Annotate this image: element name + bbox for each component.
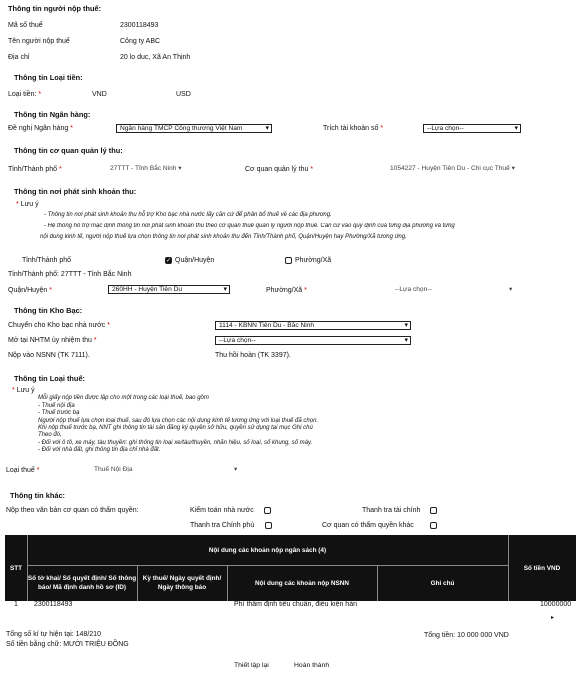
taxtype-note-l7: - Đối với ô tô, xe máy, tàu thuyền: ghi thông tin loại xe/tàu/thuyền, nhãn hiệu, số loại, số khung, số máy.: [38, 440, 313, 446]
origin-note-title: * Lưu ý: [16, 201, 39, 208]
gov-inspect-label: Thanh tra Chính phủ: [190, 522, 255, 529]
authority-province-select[interactable]: 27TTT - Tỉnh Bắc Ninh ▾: [110, 165, 182, 172]
origin-note-line1: - Thông tin nơi phát sinh khoản thu hỗ trợ Kho bạc nhà nước lấy căn cứ để phân bổ thuế về các địa phương.: [44, 212, 332, 218]
origin-note-line2: - Hệ thống hỗ trợ mặc định thông tin nơi phát sinh khoản thu theo cơ quan thuế quản lý người nộp thuế. Căn cứ vào quy định của từng địa phương và từng: [44, 223, 455, 229]
district-option-label: Quận/Huyện: [175, 257, 215, 264]
treasury-open-select[interactable]: --Lựa chọn-- ▾: [215, 336, 411, 345]
taxtype-select[interactable]: Thuế Nội Địa ▾: [94, 466, 238, 473]
taxtype-note-l8: - Đối với nhà đất, ghi thông tin địa chỉ nhà đất.: [38, 447, 161, 453]
col-stt-header: STT: [9, 564, 23, 572]
total-amount: Tổng tiền: 10 000 000 VND: [424, 632, 509, 639]
header-divider: [27, 565, 508, 566]
taxpayer-name-label: Tên người nộp thuế: [8, 38, 70, 45]
origin-district-select[interactable]: 260HH - Huyện Tiên Du ▾: [108, 285, 230, 294]
header-divider: [377, 565, 378, 601]
ward-option-label: Phường/Xã: [295, 257, 332, 264]
other-authority-label: Cơ quan có thẩm quyền khác: [322, 522, 414, 529]
group-header: Nội dung các khoản nộp ngân sách (4): [208, 546, 327, 554]
currency-option-usd[interactable]: USD: [176, 91, 191, 98]
taxtype-note-l6: Theo đó,: [38, 432, 62, 438]
authority-section-title: Thông tin cơ quan quản lý thu:: [14, 146, 123, 155]
debit-account-label: Trích tài khoản số *: [323, 125, 384, 132]
treasury-transfer-select[interactable]: 1114 - KBNN Tiên Du - Bắc Ninh ▾: [215, 321, 411, 330]
amount-in-words: Số tiền bằng chữ: MƯỜI TRIỆU ĐỒNG: [6, 641, 129, 648]
refund-text: Thu hồi hoàn (TK 3397).: [215, 352, 291, 359]
gov-inspect-checkbox[interactable]: [265, 522, 272, 529]
bank-request-label: Đề nghị Ngân hàng *: [8, 125, 74, 132]
tax-code-label: Mã số thuế: [8, 22, 43, 29]
col-period-header: Kỳ thuế/ Ngày quyết định/ Ngày thông báo: [142, 575, 222, 591]
taxtype-note-l3: - Thuế trước bạ: [38, 410, 80, 416]
tax-code-value: 2300118493: [120, 22, 159, 29]
bank-request-select[interactable]: Ngân hàng TMCP Công thương Việt Nam ▾: [116, 124, 272, 133]
origin-ward-label: Phường/Xã *: [266, 287, 307, 294]
bank-section-title: Thông tin Ngân hàng:: [14, 110, 91, 119]
nsnn-text: Nộp vào NSNN (TK 7111).: [8, 352, 90, 359]
origin-ward-select[interactable]: --Lựa chọn-- ▾: [395, 286, 513, 293]
origin-note-line3: nội dung kinh tế, người nộp thuế lựa chọn thông tin nơi phát sinh khoản thu đến Tỉnh/Thành phố, Quận/Huyện hay Phường/Xã tương ứng.: [40, 234, 407, 240]
address-label: Địa chỉ: [8, 54, 30, 61]
row-decl[interactable]: 2300118493: [34, 601, 73, 608]
other-section-title: Thông tin khác:: [10, 491, 66, 500]
taxpayer-section-title: Thông tin người nộp thuế:: [8, 4, 102, 13]
taxpayer-name-value: Công ty ABC: [120, 38, 161, 45]
address-value: 20 lo duc, Xã An Thịnh: [120, 54, 191, 61]
row-content[interactable]: Phí thẩm định tiêu chuẩn, điều kiện hàn: [234, 601, 357, 608]
reset-button[interactable]: Thiết lập lại: [234, 662, 269, 669]
taxtype-note-l2: - Thuế nội địa: [38, 403, 75, 409]
taxtype-label: Loại thuế *: [6, 467, 40, 474]
origin-section-title: Thông tin nơi phát sinh khoản thu:: [14, 187, 137, 196]
authority-province-label: Tỉnh/Thành phố *: [8, 166, 62, 173]
origin-province-text: Tỉnh/Thành phố: 27TTT - Tỉnh Bắc Ninh: [8, 271, 132, 278]
col-content-header: Nội dung các khoản nộp NSNN: [254, 579, 350, 587]
header-divider: [27, 535, 28, 601]
agency-select[interactable]: 1054227 - Huyện Tiên Du - Chi cục Thuế ▾: [390, 165, 515, 172]
audit-label: Kiểm toán nhà nước: [190, 507, 254, 514]
treasury-section-title: Thông tin Kho Bạc:: [14, 306, 83, 315]
scroll-arrow-icon[interactable]: ▸: [551, 615, 555, 621]
taxtype-note-l4: Người nộp thuế lựa chọn loại thuế, sau đó lựa chọn các nội dung kinh tế tương ứng với loại thuế đã chọn.: [38, 418, 319, 424]
finish-button[interactable]: Hoàn thành: [294, 662, 330, 669]
taxtype-note-l5: Khi nộp thuế trước bạ, NNT ghi thông tin tài sản đăng ký quyền sở hữu, quyền sử dụng tại mục Ghi chú: [38, 425, 313, 431]
col-note-header: Ghi chú: [430, 579, 455, 587]
header-divider: [508, 535, 509, 601]
treasury-open-label: Mở tại NHTM ủy nhiệm thu *: [8, 337, 97, 344]
row-amount[interactable]: 10000000: [540, 601, 572, 608]
treasury-transfer-label: Chuyển cho Kho bạc nhà nước *: [8, 322, 110, 329]
col-decl-header: Số tờ khai/ Số quyết định/ Số thông báo/ Mã định danh hồ sơ (ID): [27, 575, 137, 591]
currency-section-title: Thông tin Loại tiền:: [14, 73, 83, 82]
taxtype-note-title: * Lưu ý: [12, 387, 35, 394]
row-stt: 1: [14, 601, 18, 608]
per-doc-label: Nộp theo văn bản cơ quan có thẩm quyền:: [6, 507, 139, 514]
origin-option-province-label: Tỉnh/Thành phố: [22, 257, 72, 264]
audit-checkbox[interactable]: [264, 507, 271, 514]
col-amount-header: Số tiền VND: [523, 564, 561, 572]
other-authority-checkbox[interactable]: [430, 522, 437, 529]
header-divider: [137, 565, 138, 601]
header-divider: [227, 565, 228, 601]
currency-label: Loại tiền: *: [8, 91, 42, 98]
taxtype-section-title: Thông tin Loại thuế:: [14, 374, 86, 383]
finance-inspect-label: Thanh tra tài chính: [362, 507, 421, 514]
debit-account-select[interactable]: --Lựa chọn-- ▾: [423, 124, 521, 133]
finance-inspect-checkbox[interactable]: [430, 507, 437, 514]
ward-checkbox[interactable]: [285, 257, 292, 264]
origin-district-label: Quận/Huyện *: [8, 287, 52, 294]
table-header: [5, 535, 576, 601]
char-count-text: Tổng số kí tự hiện tại: 148/210: [6, 631, 101, 638]
taxtype-note-l1: Mỗi giấy nộp tiền được lập cho một trong các loại thuế, bao gồm: [38, 395, 209, 401]
agency-label: Cơ quan quản lý thu *: [245, 166, 314, 173]
currency-option-vnd[interactable]: VND: [92, 91, 107, 98]
district-checkbox[interactable]: ✓: [166, 258, 172, 264]
